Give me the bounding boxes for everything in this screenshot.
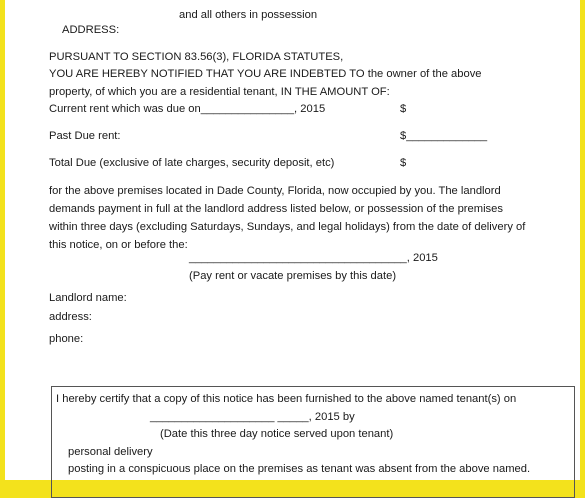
total-due-amount: $ [400,157,407,169]
address-label: ADDRESS: [62,24,120,36]
landlord-address-label: address: [49,311,92,323]
notice-page [5,0,580,480]
demand-line: demands payment in full at the landlord address listed below, or possession of the premises [49,203,503,215]
indebted-line: YOU ARE HEREBY NOTIFIED THAT YOU ARE INDEBTED TO the owner of the above [49,68,482,80]
tenant-amount-line: property, of which you are a residential tenant, IN THE AMOUNT OF: [49,86,390,98]
personal-delivery-option: personal delivery [68,446,153,458]
three-days-line: within three days (excluding Saturdays, Sundays, and legal holidays) from the date of delivery of [49,221,526,233]
deadline-date-line: ___________________________________, 2015 [189,252,438,264]
premises-line: for the above premises located in Dade County, Florida, now occupied by you. The landlord [49,185,501,197]
current-rent-label: Current rent which was due on_______________, 2015 [49,103,326,115]
landlord-name-label: Landlord name: [49,292,127,304]
posting-option: posting in a conspicuous place on the premises as tenant was absent from the above named. [68,463,531,475]
statute-line: PURSUANT TO SECTION 83.56(3), FLORIDA STATUTES, [49,51,344,63]
past-due-amount: $_____________ [400,130,488,142]
landlord-phone-label: phone: [49,333,84,345]
deadline-caption: (Pay rent or vacate premises by this date) [189,270,397,282]
past-due-label: Past Due rent: [49,130,121,142]
service-date-caption: (Date this three day notice served upon tenant) [160,428,394,440]
total-due-label: Total Due (exclusive of late charges, security deposit, etc) [49,157,335,169]
certify-line: I hereby certify that a copy of this notice has been furnished to the above named tenant(s) on [56,393,517,405]
service-date-line: ____________________ _____, 2015 by [150,411,355,423]
current-rent-amount: $ [400,103,407,115]
on-or-before-line: this notice, on or before the: [49,239,188,251]
others-in-possession-line: and all others in possession [179,9,318,21]
